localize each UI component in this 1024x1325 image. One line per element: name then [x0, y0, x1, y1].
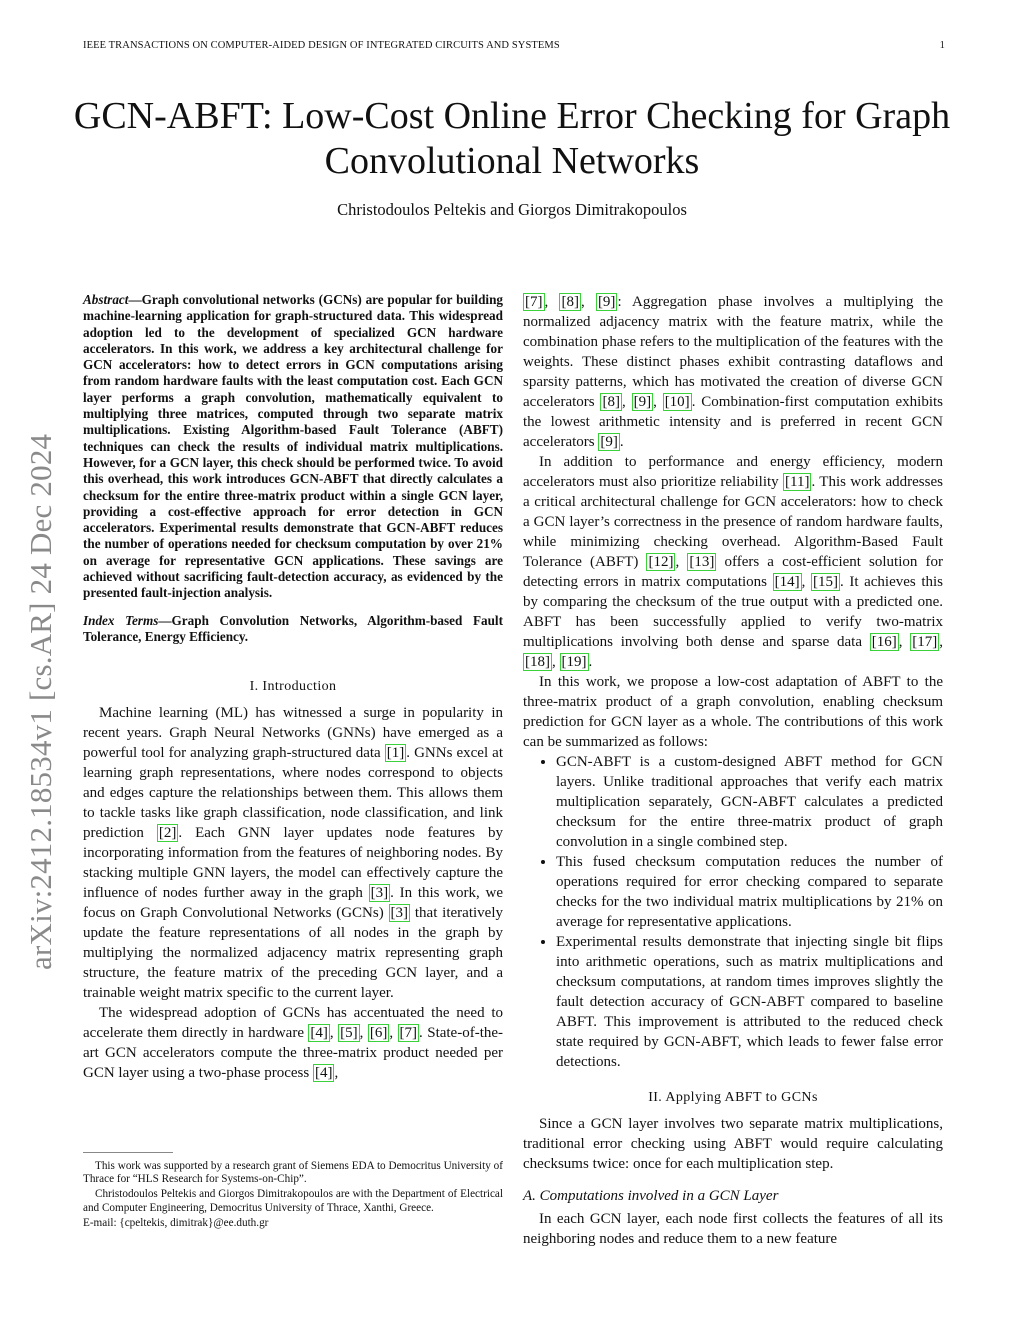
abstract: [83, 292, 503, 602]
footnotes: [83, 1160, 503, 1232]
abstract-label: Abstract: [83, 292, 129, 307]
footnote-email: E-mail: {cpeltekis, dimitrak}@ee.duth.gr: [83, 1216, 269, 1229]
citation-link[interactable]: [3]: [390, 905, 409, 922]
section2-paragraph-2: In each GCN layer, each node first collects the features of all its neighboring nodes and reduce them to a new feature: [523, 1211, 943, 1247]
citation-link[interactable]: [11]: [785, 474, 810, 490]
running-header: [83, 40, 945, 56]
citation-link[interactable]: [4]: [314, 1065, 333, 1082]
subsection-heading: A. Computations involved in a GCN Layer: [523, 1188, 779, 1204]
intro-paragraph-3: In addition to performance and energy efficiency, modern accelerators must also prioritize reliability [11] . This work addresses a critical architectural challenge for GCN accelerators: how to check a GCN layer’s correctness in the presence of random hardware faults, while minimizing checking overhead. Algorithm-Based Fault Tolerance (ABFT) [12] , [13] offers a cost-efficient solution for detecting errors in matrix computations [14] , [15] . It achieves this by comparing the checksum of the true output with a predicted one. ABFT has been successfully applied to verify two-matrix multiplications involving both dense and sparse data [16] , [17] , [18] , [19] .: [523, 454, 943, 670]
intro-paragraph-4: In this work, we propose a low-cost adaptation of ABFT to the three-matrix product of a graph convolution, enabling checksum prediction for GCN layer as a whole. The contributions of this work can be summarized as follows:: [523, 674, 943, 750]
footnote-support: This work was supported by a research grant of Siemens EDA to Democritus University of Thrace for “HLS Research for Systems-on-Chip”.: [83, 1160, 503, 1186]
citation-link[interactable]: [6]: [369, 1025, 388, 1042]
citation-link[interactable]: [10]: [664, 394, 690, 410]
journal-name: IEEE TRANSACTIONS ON COMPUTER-AIDED DESIGN OF INTEGRATED CIRCUITS AND SYSTEMS: [83, 40, 560, 51]
citation-link[interactable]: [3]: [370, 885, 389, 902]
abstract-text: —Graph convolutional networks (GCNs) are popular for building machine-learning application for graph-structured data. This widespread adoption led to the development of specialized GCN hardware accelerators. In this work, we address a key architectural challenge for GCN accelerators: how to detect errors in GCN computations arising from random hardware faults with the least computation cost. Each GCN layer performs a graph convolution, mathematically equivalent to multiplying three matrices, computed through two separate matrix multiplications. Existing Algorithm-based Fault Tolerance (ABFT) techniques can check the results of individual matrix multiplications. However, for a GCN layer, this check should be performed twice. To avoid this overhead, this work introduces GCN-ABFT that directly calculates a checksum for the entire three-matrix product within a single GCN layer, providing a cost-effective approach for error detection in GCN accelerators. Experimental results demonstrate that GCN-ABFT reduces the number of operations needed for checksum computation by over 21% on average for representative GCN applications. These savings are achieved without sacrificing fault-detection accuracy, as evidenced by the presented fault-injection analysis.: [83, 292, 503, 601]
citation-link[interactable]: [19]: [561, 654, 587, 670]
left-column: [83, 292, 503, 1083]
footnote-affiliation: Christodoulos Peltekis and Giorgos Dimitrakopoulos are with the Department of Electrical and Computer Engineering, Democritus University of Thrace, Xanthi, Greece.: [83, 1188, 503, 1214]
citation-link[interactable]: [7]: [399, 1025, 418, 1042]
index-terms: [83, 613, 503, 646]
citation-link[interactable]: [1]: [386, 745, 405, 762]
list-item: • This fused checksum computation reduces the number of operations required for error checking compared to separate checks for the two individual matrix multiplications by 21% on average for representative applications.: [556, 852, 943, 932]
citation-link[interactable]: [18]: [525, 654, 550, 670]
index-terms-text: —Graph Convolution Networks, Algorithm-based Fault Tolerance, Energy Efficiency.: [83, 612, 503, 644]
citation-link[interactable]: [15]: [812, 574, 838, 590]
citation-link[interactable]: [8]: [602, 394, 620, 410]
list-item: • Experimental results demonstrate that injecting single bit flips into arithmetic operations, such as matrix multiplications and checksum computations, at random times improves slightly the fault detection accuracy of GCN-ABFT compared to baseline ABFT. This improvement is attributed to the reduced check state required by GCN-ABFT, which leads to fewer false error detections.: [556, 932, 943, 1072]
citation-link[interactable]: [12]: [648, 554, 674, 570]
intro-paragraph-2-continued: [7] , [8] , [9] : Aggregation phase involves a multiplying the normalized adjacency matrix with the feature matrix, while the combination phase refers to the multiplication of the features with the weights. These distinct phases exhibit contrasting dataflows and sparsity patterns, which has motivated the creation of diverse GCN accelerators [8] , [9] , [10] . Combination-first computation exhibits the lowest arithmetic intensity and is preferred in recent GCN accelerators [9] .: [523, 294, 944, 450]
section2-paragraph-1: Since a GCN layer involves two separate matrix multiplications, traditional error checking using ABFT would require calculating checksums twice: once for each multiplication step.: [523, 1116, 943, 1172]
paper-title: GCN-ABFT: Low-Cost Online Error Checking for Graph Convolutional Networks: [73, 95, 951, 182]
paper-authors: Christodoulos Peltekis and Giorgos Dimitrakopoulos: [337, 200, 687, 219]
citation-link[interactable]: [4]: [310, 1025, 328, 1042]
index-terms-label: Index Terms: [83, 612, 159, 628]
page-number: 1: [939, 40, 945, 51]
contribution-list: [523, 752, 943, 1072]
section-heading-introduction: I. Introduction: [249, 679, 337, 695]
arxiv-stamp: arXiv:2412.18534v1 [cs.AR] 24 Dec 2024: [23, 433, 58, 970]
citation-link[interactable]: [9]: [600, 434, 618, 450]
intro-paragraph-2: The widespread adoption of GCNs has accentuated the need to accelerate them directly in hardware [4] , [5] , [6] , [7] . State-of-the-art GCN accelerators compute the three-matrix product needed per GCN layer using a two-phase process [4] ,: [83, 1005, 504, 1082]
citation-link[interactable]: [9]: [597, 294, 616, 310]
citation-link[interactable]: [17]: [912, 634, 938, 650]
intro-paragraph-1: Machine learning (ML) has witnessed a surge in popularity in recent years. Graph Neural Networks (GNNs) have emerged as a powerful tool for analyzing graph-structured data [1] . GNNs excel at learning graph representations, where nodes correspond to objects and edges capture the relationships between them. This allows them to tackle tasks like graph classification, node classification, and link prediction [2] . Each GNN layer updates node features by incorporating information from the features of neighboring nodes. By stacking multiple GNN layers, the model can effectively capture the influence of nodes further away in the graph [3] . In this work, we focus on Graph Convolutional Networks (GCNs) [3] that iteratively update the feature representations of all nodes in the graph by multiplying the normalized adjacency matrix representing graph structure, the feature matrix of the preceding GCN layer, and a trainable weight matrix specific to the current layer.: [83, 705, 503, 1002]
citation-link[interactable]: [8]: [561, 294, 579, 310]
citation-link[interactable]: [7]: [525, 294, 543, 310]
citation-link[interactable]: [2]: [158, 825, 177, 842]
citation-link[interactable]: [16]: [871, 634, 897, 650]
citation-link[interactable]: [14]: [774, 574, 800, 590]
list-item: • GCN-ABFT is a custom-designed ABFT method for GCN layers. Unlike traditional approaches that verify each matrix multiplication separately, GCN-ABFT calculates a predicted checksum for the entire three-matrix product of graph convolution in a single combined step.: [556, 752, 943, 852]
footnote-rule: [83, 1152, 173, 1153]
citation-link[interactable]: [13]: [689, 554, 715, 570]
section-heading-applying-abft: II. Applying ABFT to GCNs: [648, 1090, 818, 1105]
citation-link[interactable]: [5]: [340, 1025, 358, 1042]
citation-link[interactable]: [9]: [633, 394, 652, 410]
right-column: [523, 292, 943, 1249]
